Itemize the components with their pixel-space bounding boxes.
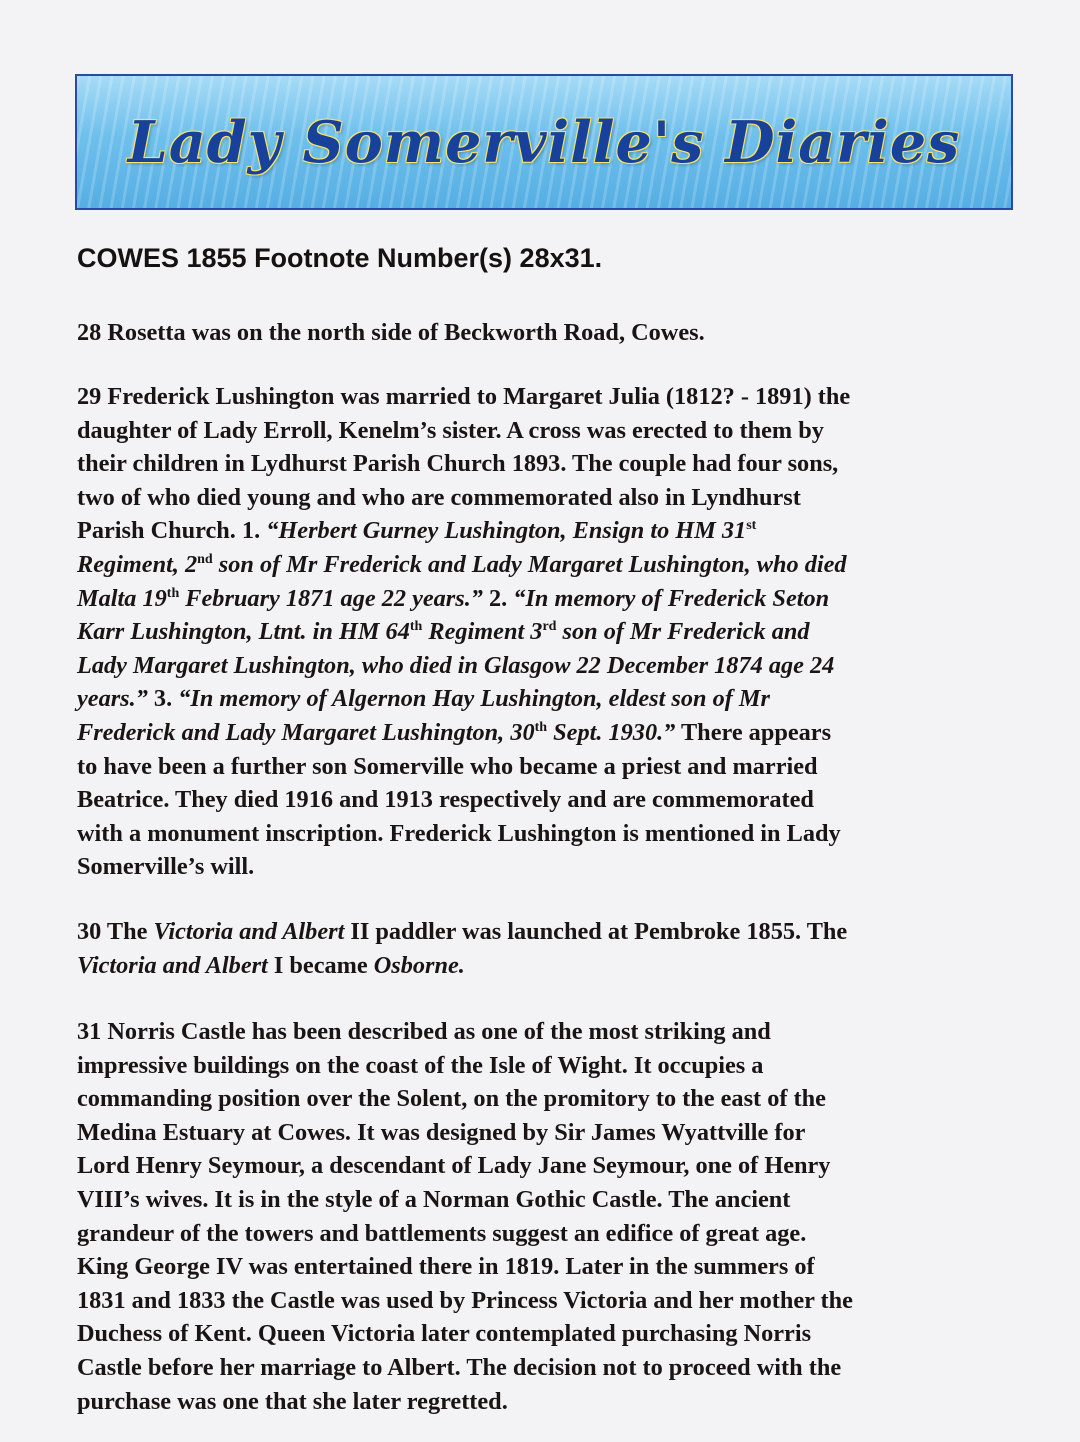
text-run: Parish Church. 1. [77,517,267,545]
quote-run: son of Mr Frederick and [556,618,810,646]
footnote-line: commanding position over the Solent, on the promitory to the east of the [77,1085,826,1113]
ordinal-suffix: rd [542,619,557,635]
footnote-line: impressive buildings on the coast of the Isle of Wight. It occupies a [77,1051,764,1079]
footnote-line [77,716,1022,750]
footnote-line: Beatrice. They died 1916 and 1913 respectively and are commemorated [77,786,814,814]
footnote-29 [77,380,1022,884]
footnote-line: Duchess of Kent. Queen Victoria later contemplated purchasing Norris [77,1320,812,1348]
ship-name: Victoria and Albert [153,918,345,945]
banner-title: Lady Somerville's Diaries [127,108,961,176]
quote-run: Lady Margaret Lushington, who died in Glasgow 22 December 1874 age 24 [77,651,835,679]
footnote-line [77,615,1022,649]
footnote-line [77,915,1022,949]
text-run: 2. [482,584,514,612]
footnote-28 [77,316,1022,350]
footnote-line: daughter of Lady Erroll, Kenelm’s sister. A cross was erected to them by [77,416,824,444]
page-heading: COWES 1855 Footnote Number(s) 28x31. [77,243,603,273]
ordinal-suffix: st [746,518,757,534]
quote-run: son of Mr Frederick and Lady Margaret Lushington, who died [212,550,847,578]
text-run: 30 The [77,918,154,945]
ordinal-suffix: th [409,619,423,635]
footnote-line: VIII’s wives. It is in the style of a Norman Gothic Castle. The ancient [77,1185,791,1213]
footnote-line [77,949,1022,983]
footnote-line [77,548,1022,582]
text-run: There appears [675,718,832,746]
quote-run: February 1871 age 22 years.” [179,584,483,612]
ship-name: Victoria and Albert [77,951,268,979]
quote-run: “Herbert Gurney Lushington, Ensign to HM 31 [266,517,747,545]
quote-run: years.” [77,685,148,713]
footnote-line: two of who died young and who are commemorated also in Lyndhurst [77,483,801,511]
text-run: 3. [147,685,179,713]
footnote-line: Lord Henry Seymour, a descendant of Lady Jane Seymour, one of Henry [77,1152,831,1180]
footnote-line: to have been a further son Somerville who became a priest and married [77,752,818,780]
quote-run: Frederick and Lady Margaret Lushington, 30 [77,718,535,746]
footnote-line: 31 Norris Castle has been described as one of the most striking and [77,1018,771,1045]
ordinal-suffix: th [166,585,180,601]
quote-run: Regiment 3 [422,618,543,646]
footnote-line: Castle before her marriage to Albert. The decision not to proceed with the [77,1353,842,1381]
footnote-line: 29 Frederick Lushington was married to Margaret Julia (1812? - 1891) the [77,383,851,410]
footnote-line [77,582,1022,616]
footnote-line [77,682,1022,716]
footnote-line: with a monument inscription. Frederick Lushington is mentioned in Lady [77,819,841,847]
ordinal-suffix: nd [197,551,213,567]
footnote-30 [77,915,1022,982]
footnote-line: 28 Rosetta was on the north side of Beckworth Road, Cowes. [77,319,705,346]
quote-run: “In memory of Algernon Hay Lushington, eldest son of Mr [178,685,770,713]
quote-run: Karr Lushington, Ltnt. in HM 64 [77,618,410,646]
quote-run: Malta 19 [77,584,167,612]
text-run: II paddler was launched at Pembroke 1855. The [344,918,848,945]
quote-run: Sept. 1930.” [547,718,676,746]
footnote-line: King George IV was entertained there in 1819. Later in the summers of [77,1253,815,1281]
footnote-31 [77,1015,1022,1418]
footnote-line [77,649,1022,683]
footnote-line: 1831 and 1833 the Castle was used by Princess Victoria and her mother the [77,1286,853,1314]
ordinal-suffix: th [534,719,548,735]
footnote-line: Medina Estuary at Cowes. It was designed by Sir James Wyattville for [77,1118,806,1146]
footnote-line: grandeur of the towers and battlements suggest an edifice of great age. [77,1219,807,1247]
footnote-line [77,514,1022,548]
quote-run: “In memory of Frederick Seton [513,584,830,612]
ship-name: Osborne. [373,951,465,979]
footnote-line: purchase was one that she later regretted. [77,1387,508,1415]
title-banner [75,74,1013,210]
footnote-line: Somerville’s will. [77,853,255,881]
quote-run: Regiment, 2 [77,550,198,578]
footnote-line: their children in Lydhurst Parish Church 1893. The couple had four sons, [77,450,839,478]
text-run: I became [267,951,374,979]
